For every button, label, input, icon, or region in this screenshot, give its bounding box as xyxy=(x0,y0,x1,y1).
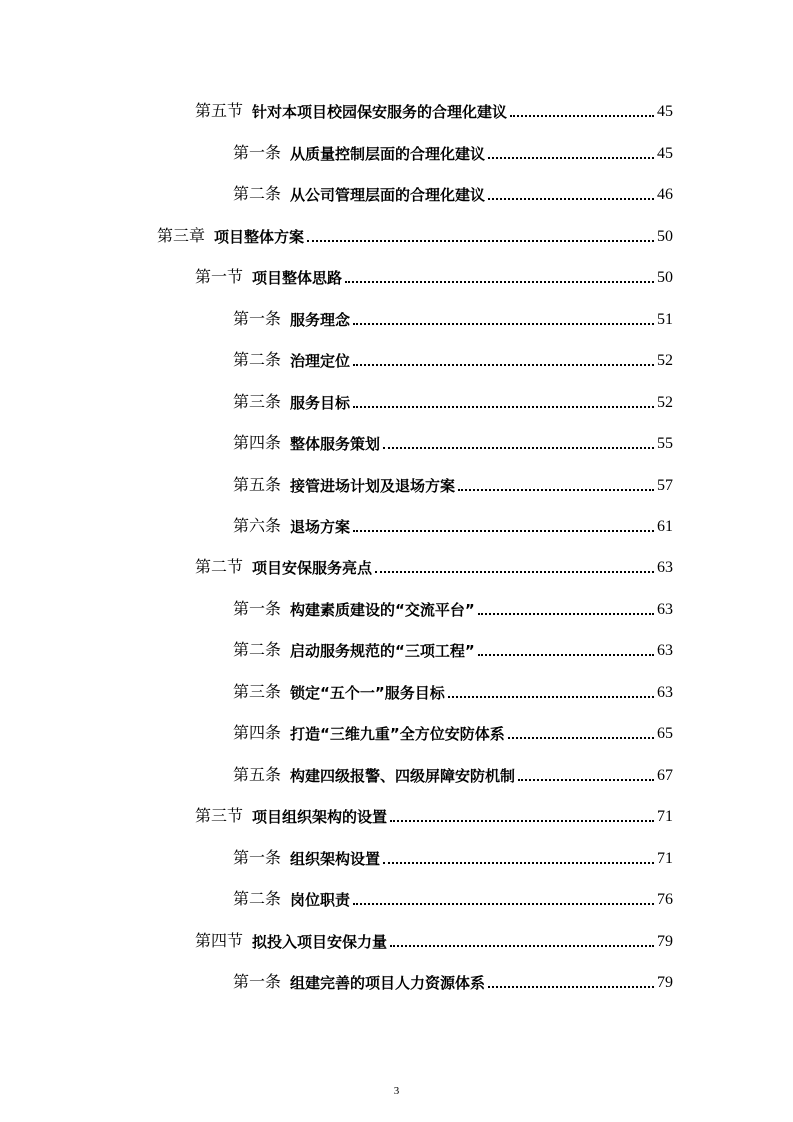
toc-entry-page: 63 xyxy=(657,684,673,701)
toc-entry-title: 服务理念 xyxy=(290,311,351,329)
toc-entry-title: 锁定“五个一”服务目标 xyxy=(290,684,445,702)
toc-entry[interactable] xyxy=(233,718,673,744)
toc-entry[interactable] xyxy=(195,262,673,288)
toc-entry-number: 第四条 xyxy=(233,435,282,452)
toc-entry[interactable] xyxy=(233,470,673,496)
toc-entry-number: 第三章 xyxy=(157,228,206,245)
toc-entry-page: 63 xyxy=(657,642,673,659)
toc-entry[interactable] xyxy=(233,138,673,164)
toc-entry[interactable] xyxy=(233,635,673,661)
dot-leader xyxy=(353,406,654,408)
toc-entry[interactable] xyxy=(233,967,673,993)
toc-entry-page: 52 xyxy=(657,352,673,369)
toc-entry[interactable] xyxy=(157,221,673,247)
toc-entry-title: 组织架构设置 xyxy=(290,850,381,868)
toc-entry-number: 第五条 xyxy=(233,477,282,494)
toc-entry-number: 第一条 xyxy=(233,145,282,162)
toc-entry-number: 第一节 xyxy=(195,269,244,286)
toc-entry-number: 第三条 xyxy=(233,394,282,411)
toc-entry-title: 服务目标 xyxy=(290,394,351,412)
toc-entry-number: 第一条 xyxy=(233,311,282,328)
toc-entry-title: 项目安保服务亮点 xyxy=(252,559,373,577)
toc-entry-page: 45 xyxy=(657,103,673,120)
dot-leader xyxy=(390,820,654,822)
dot-leader xyxy=(353,364,654,366)
toc-entry-page: 50 xyxy=(657,228,673,245)
toc-entry-number: 第三条 xyxy=(233,684,282,701)
toc-entry-title: 岗位职责 xyxy=(290,891,351,909)
toc-entry-page: 57 xyxy=(657,477,673,494)
toc-entry-page: 71 xyxy=(657,850,673,867)
toc-entry-title: 项目整体思路 xyxy=(252,269,343,287)
toc-entry-number: 第三节 xyxy=(195,808,244,825)
toc-entry-number: 第二条 xyxy=(233,891,282,908)
toc-entry-page: 61 xyxy=(657,518,673,535)
toc-entry-title: 退场方案 xyxy=(290,518,351,536)
toc-entry[interactable] xyxy=(233,677,673,703)
toc-entry-title: 从质量控制层面的合理化建议 xyxy=(290,145,486,163)
toc-entry-number: 第一条 xyxy=(233,601,282,618)
dot-leader xyxy=(478,613,654,615)
toc-entry-number: 第四节 xyxy=(195,933,244,950)
dot-leader xyxy=(478,654,654,656)
toc-entry[interactable] xyxy=(233,179,673,205)
toc-entry-number: 第二条 xyxy=(233,352,282,369)
dot-leader xyxy=(488,198,654,200)
dot-leader xyxy=(488,986,654,988)
toc-entry-page: 51 xyxy=(657,311,673,328)
toc-entry-title: 治理定位 xyxy=(290,352,351,370)
toc-entry[interactable] xyxy=(195,96,673,122)
toc-entry-title: 项目整体方案 xyxy=(214,228,305,246)
toc-entry-page: 50 xyxy=(657,269,673,286)
toc-entry-number: 第一条 xyxy=(233,974,282,991)
toc-entry-page: 79 xyxy=(657,974,673,991)
toc-entry-title: 拟投入项目安保力量 xyxy=(252,933,388,951)
toc-entry-number: 第一条 xyxy=(233,850,282,867)
dot-leader xyxy=(353,323,654,325)
toc-entry-page: 52 xyxy=(657,394,673,411)
dot-leader xyxy=(375,571,654,573)
dot-leader xyxy=(383,862,654,864)
toc-entry-page: 79 xyxy=(657,933,673,950)
toc-entry-title: 打造“三维九重”全方位安防体系 xyxy=(290,725,505,743)
toc-entry-title: 整体服务策划 xyxy=(290,435,381,453)
dot-leader xyxy=(510,115,654,117)
page-number: 3 xyxy=(393,1085,400,1097)
toc-entry-number: 第五条 xyxy=(233,767,282,784)
dot-leader xyxy=(345,281,654,283)
toc-entry-page: 63 xyxy=(657,601,673,618)
dot-leader xyxy=(518,779,654,781)
toc-entry-title: 启动服务规范的“三项工程” xyxy=(290,642,475,660)
toc-entry[interactable] xyxy=(233,594,673,620)
toc-entry[interactable] xyxy=(233,884,673,910)
toc-entry[interactable] xyxy=(233,345,673,371)
dot-leader xyxy=(508,737,654,739)
toc-entry[interactable] xyxy=(233,843,673,869)
toc-entry-page: 45 xyxy=(657,145,673,162)
toc-entry-title: 接管进场计划及退场方案 xyxy=(290,477,456,495)
toc-entry-title: 项目组织架构的设置 xyxy=(252,808,388,826)
dot-leader xyxy=(448,696,654,698)
toc-entry-number: 第二条 xyxy=(233,186,282,203)
dot-leader xyxy=(383,447,654,449)
toc-entry-page: 63 xyxy=(657,559,673,576)
dot-leader xyxy=(307,240,654,242)
toc-entry-page: 55 xyxy=(657,435,673,452)
toc-entry-page: 65 xyxy=(657,725,673,742)
toc-entry-number: 第四条 xyxy=(233,725,282,742)
toc-entry-title: 组建完善的项目人力资源体系 xyxy=(290,974,486,992)
toc-entry[interactable] xyxy=(233,304,673,330)
toc-entry[interactable] xyxy=(233,428,673,454)
dot-leader xyxy=(488,157,654,159)
toc-entry-number: 第六条 xyxy=(233,518,282,535)
toc-entry-page: 46 xyxy=(657,186,673,203)
toc-entry-title: 构建四级报警、四级屏障安防机制 xyxy=(290,767,516,785)
toc-entry-page: 71 xyxy=(657,808,673,825)
toc-entry[interactable] xyxy=(233,760,673,786)
dot-leader xyxy=(353,530,654,532)
dot-leader xyxy=(353,903,654,905)
toc-entry[interactable] xyxy=(233,511,673,537)
toc-entry-number: 第五节 xyxy=(195,103,244,120)
dot-leader xyxy=(390,945,654,947)
toc-entry[interactable] xyxy=(195,926,673,952)
toc-entry[interactable] xyxy=(195,552,673,578)
toc-entry-title: 构建素质建设的“交流平台” xyxy=(290,601,475,619)
toc-entry-title: 从公司管理层面的合理化建议 xyxy=(290,186,486,204)
toc-entry[interactable] xyxy=(233,387,673,413)
dot-leader xyxy=(458,489,654,491)
toc-entry-number: 第二节 xyxy=(195,559,244,576)
toc-entry-number: 第二条 xyxy=(233,642,282,659)
toc-entry-title: 针对本项目校园保安服务的合理化建议 xyxy=(252,103,508,121)
toc-entry-page: 67 xyxy=(657,767,673,784)
toc-entry[interactable] xyxy=(195,801,673,827)
toc-entry-page: 76 xyxy=(657,891,673,908)
